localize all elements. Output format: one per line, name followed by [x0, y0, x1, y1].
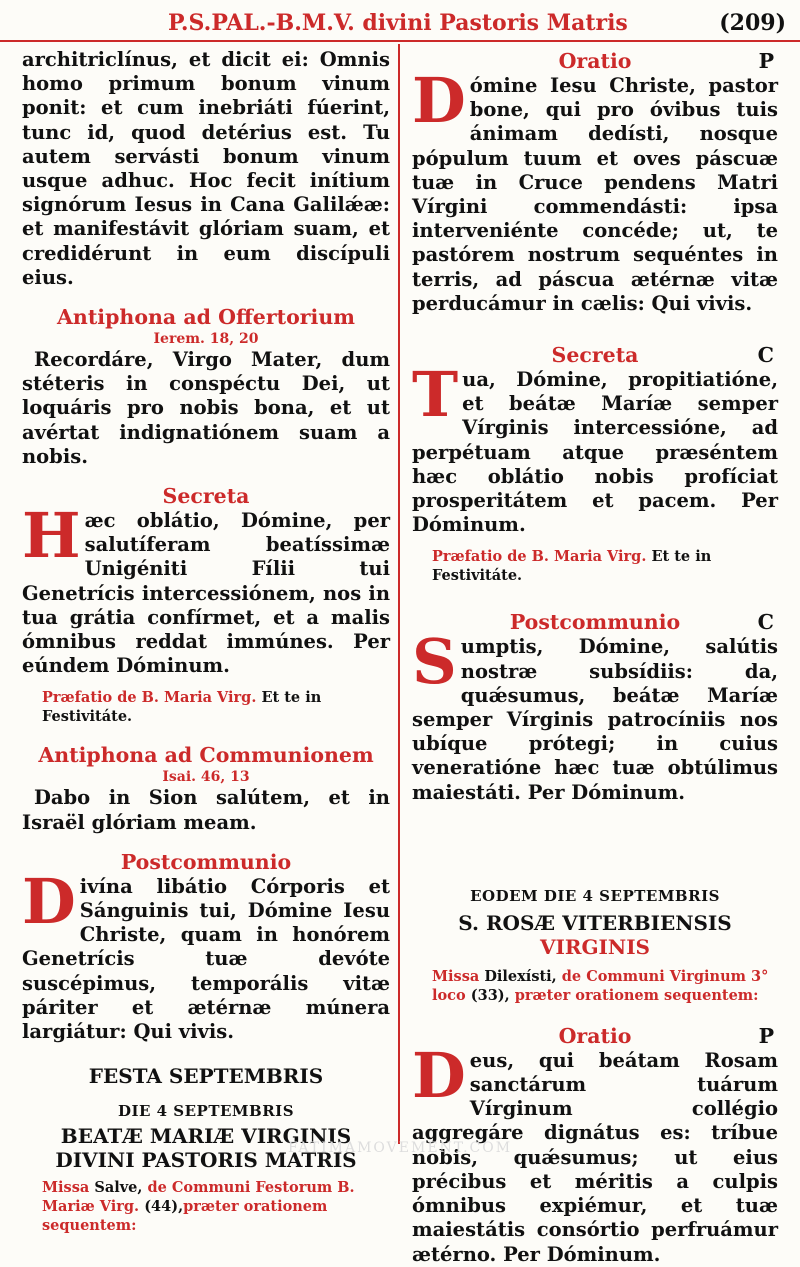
drop-cap: D [412, 64, 466, 137]
secreta-heading: Secreta [551, 343, 639, 368]
offertory-text: Recordáre, Virgo Mater, dum stéteris in conspéctu Dei, ut loquáris pro nobis bona, et ut avértat indignatiónem suam a nobis. [22, 348, 390, 468]
oratio-paragraph [412, 64, 778, 316]
drop-cap: T [412, 358, 459, 432]
offertory-heading: Antiphona ad Offertorium [57, 305, 355, 330]
missa-common: de Communi Virginum 3° loco [432, 967, 769, 1004]
oratio-heading: Oratio [558, 49, 632, 73]
secreta-paragraph [22, 499, 390, 678]
secreta-text: æc oblátio, Dómine, per salutíferam beatíssimæ Unigéniti Fílii tui Genetrícis intercessiónem, nos in tua grátia confírmet, et a malis ómnibus reddat immúnes. Per eúndem Dóminum. [22, 509, 390, 678]
missa-note [432, 967, 778, 1005]
gospel-text: architriclínus, et dicit ei: Omnis homo primum bonum vinum ponit: et cum inebriáti fúerint, tunc id, quod detérius est. Tu autem servásti bonum vinum usque adhuc. Hoc fecit inítium signórum Iesus in Cana Galilǽæ: et manifestávit glóriam suam, et credidérunt in eum discípuli eius. [22, 48, 390, 289]
column-divider [398, 44, 400, 1144]
feast-title-line2: DIVINI PASTORIS MATRIS [55, 1148, 357, 1173]
secreta-heading-row [412, 342, 778, 368]
secreta-heading: Secreta [162, 484, 250, 509]
right-column [412, 48, 778, 1267]
drop-cap: S [412, 625, 457, 699]
oratio2-heading: Oratio [558, 1023, 632, 1048]
missa-exception: præter orationem sequentem: [514, 986, 759, 1004]
left-column [22, 48, 390, 1235]
secreta-tag: C [757, 343, 774, 368]
postcommunio-paragraph [412, 625, 778, 804]
drop-cap: H [22, 499, 81, 573]
missa-introit: Salve, [94, 1179, 143, 1197]
missa-number: (44), [144, 1198, 184, 1216]
saint-title-line2: VIRGINIS [539, 934, 650, 959]
drop-cap: D [22, 864, 76, 938]
oratio2-text: eus, qui beátam Rosam sanctárum tuárum Vírginum collégio aggregáre dignátus es: tríbue nobis, quǽsumus; ut eius précibus et méritis a culpis ómnibus expiémur, et tuæ maiestátis consórtio perfruámur ætérno. Per Dóminum. [412, 1048, 778, 1266]
postcommunio-paragraph [22, 864, 390, 1044]
drop-cap: D [412, 1038, 466, 1112]
postcommunio-tag: C [757, 610, 774, 635]
prefatio-text: Et te in Festivitáte. [42, 689, 322, 726]
prefatio-note [432, 547, 778, 585]
saint-title-line1: S. ROSÆ VITERBIENSIS [458, 910, 732, 935]
missa-common: de Communi Festorum B. Mariæ Virg. [42, 1179, 355, 1216]
postcommunio-heading: Postcommunio [509, 610, 681, 635]
postcommunio-heading-row [412, 609, 778, 635]
page-header [0, 0, 800, 42]
missa-label: Missa [42, 1179, 90, 1197]
oratio-heading-row [412, 48, 778, 74]
postcommunio-text: umptis, Dómine, salútis nostræ subsídiis: da, quǽsumus, beátæ Maríæ semper Vírginis patrocíniis nos ubíque prótegi; in cuius veneratióne hæc tuæ obtúlimus maiestáti. Per Dóminum. [412, 635, 778, 804]
communion-reference: Isai. 46, 13 [162, 769, 250, 786]
missa-number: (33), [470, 986, 510, 1004]
prefatio-text: Et te in Festivitáte. [432, 548, 712, 585]
missa-note [42, 1178, 390, 1235]
watermark: FATIMAMOVEMENT.COM [287, 1140, 513, 1156]
oratio-text: ómine Iesu Christe, pastor bone, qui pro óvibus tuis ánimam dedísti, nosque pópulum tuum et oves páscuæ tuæ in Cruce pendens Matri Vírgini commendásti: ipsa interveniénte concéde; ut, te pastórem nostrum sequéntes in terris, ad páscua ætérnæ vitæ perducámur in cælis: Qui vivis. [412, 74, 778, 315]
page-number: (209) [719, 10, 786, 36]
prefatio-note [42, 688, 390, 726]
missa-label: Missa [432, 967, 480, 985]
postcommunio-text: ivína libátio Córporis et Sánguinis tui, Dómine Iesu Christe, quam in honórem Genetrícis tuæ devóte suscépimus, temporális vitæ páriter et ætérnæ múnera largiátur: Qui vivis. [22, 874, 390, 1044]
missa-exception: præter orationem sequentem: [42, 1198, 328, 1235]
prefatio-label: Præfatio de B. Maria Virg. [42, 689, 257, 707]
oratio-tag: P [758, 49, 774, 73]
prefatio-label: Præfatio de B. Maria Virg. [432, 548, 647, 566]
running-title: P.S.PAL.-B.M.V. divini Pastoris Matris [168, 10, 628, 36]
eodem-date: EODEM DIE 4 SEPTEMBRIS [470, 886, 720, 905]
oratio2-heading-row [412, 1023, 778, 1049]
feast-date: DIE 4 SEPTEMBRIS [117, 1102, 295, 1121]
offertory-reference: Ierem. 18, 20 [153, 331, 259, 348]
secreta-paragraph [412, 358, 778, 537]
communion-heading: Antiphona ad Communionem [38, 743, 374, 768]
feast-title-line1: BEATÆ MARIÆ VIRGINIS [60, 1124, 352, 1149]
secreta-text: ua, Dómine, propitiatióne, et beátæ Maríæ semper Vírginis intercessióne, ad perpétuam atque præséntem hæc oblátio nobis profíciat prosperitátem et pacem. Per Dóminum. [412, 368, 778, 537]
communion-text: Dabo in Sion salútem, et in Israël glóriam meam. [22, 786, 390, 834]
festa-title: FESTA SEPTEMBRIS [88, 1064, 324, 1089]
missa-introit: Dilexísti, [484, 967, 557, 985]
oratio2-tag: P [758, 1023, 774, 1048]
postcommunio-heading: Postcommunio [120, 849, 292, 874]
